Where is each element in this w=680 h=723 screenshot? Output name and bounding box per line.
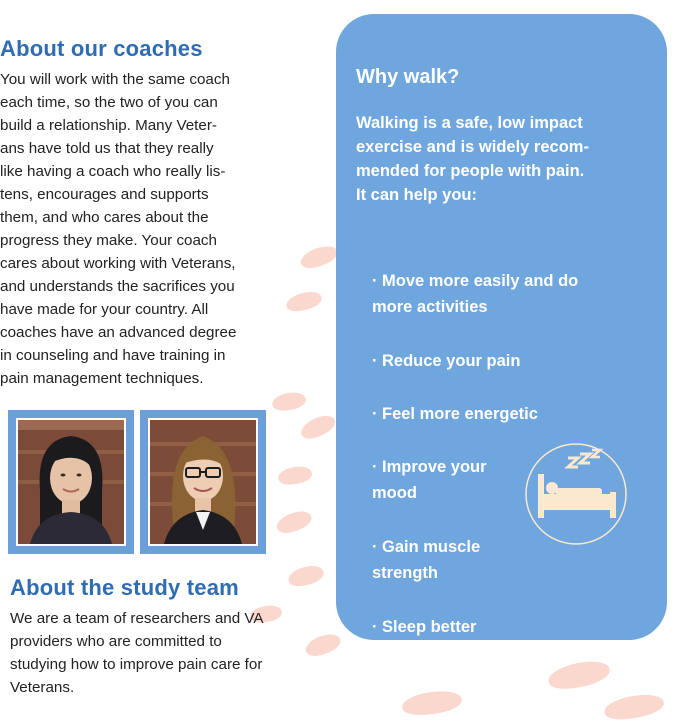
benefit-item [372, 375, 632, 427]
bullet: · [372, 538, 378, 556]
coach-photo-2-image [148, 418, 258, 546]
study-team-description: We are a team of researchers and VA providers who are committed to studying how to improve pain care for Veterans. [10, 610, 264, 696]
footprint-decoration [286, 563, 325, 590]
footprint-decoration [284, 289, 323, 315]
footprint-decoration [603, 691, 666, 723]
benefit-item [372, 242, 632, 320]
footprint-decoration [274, 507, 314, 536]
benefit-text: Reduce your pain [382, 352, 521, 370]
bullet: · [372, 272, 378, 290]
footprint-decoration [277, 464, 313, 487]
benefit-item [372, 588, 632, 640]
benefit-text: Improve your mood [372, 458, 487, 502]
benefit-text: Feel more energetic [382, 405, 538, 423]
coach-photo-1 [8, 410, 134, 554]
benefit-text: Sleep better [382, 618, 477, 636]
bullet: · [372, 352, 378, 370]
bullet: · [372, 618, 378, 636]
coaches-description: You will work with the same coach each time, so the two of you can build a relationship. Many Veter- ans have told us that they really like having a coach who really lis- tens, encourages and supports them, and who cares about the progress they make. Your coach cares about working with Veterans, and understands the sacrifices you have made for your country. All coaches have an advanced degree in counseling and have training in pain management techniques. [0, 71, 237, 387]
footprint-decoration [298, 242, 340, 272]
footprint-decoration [298, 411, 338, 443]
coach-portrait-2 [150, 420, 256, 544]
coaches-heading: About our coaches [0, 36, 203, 61]
benefit-text: Move more easily and do more activities [372, 272, 579, 316]
bed-sleep-icon [522, 436, 630, 546]
bullet: · [372, 458, 378, 476]
coach-photo-2 [140, 410, 266, 554]
coach-portrait-1 [18, 420, 124, 544]
footprint-decoration [546, 657, 612, 693]
bullet: · [372, 405, 378, 423]
why-walk-intro: Walking is a safe, low impact exercise and is widely recom- mended for people with pain. It can help you: [356, 114, 589, 204]
benefit-item [372, 322, 632, 374]
why-walk-title: Why walk? [356, 66, 460, 88]
footprint-decoration [271, 390, 307, 413]
why-walk-panel [336, 14, 667, 640]
benefit-text: Gain muscle strength [372, 538, 481, 582]
study-team-heading: About the study team [10, 575, 239, 600]
coach-photo-1-image [16, 418, 126, 546]
footprint-decoration [401, 688, 463, 718]
